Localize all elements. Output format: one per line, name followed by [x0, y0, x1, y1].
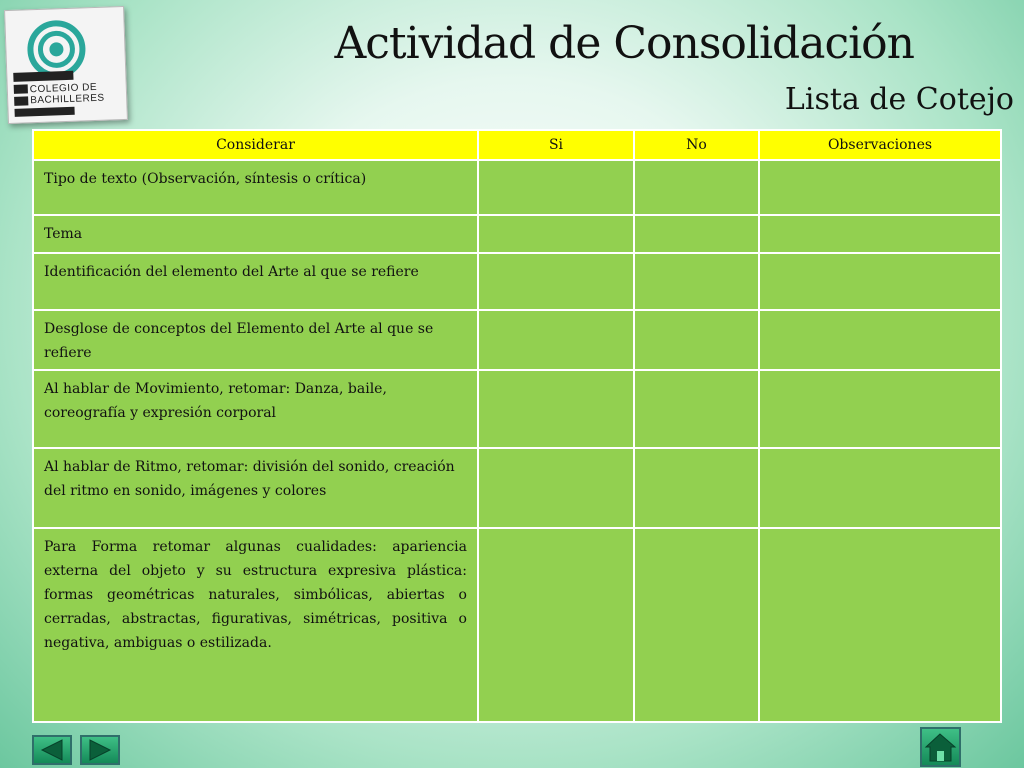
table-row	[33, 370, 1001, 448]
table-row	[33, 215, 1001, 253]
logo-text: COLEGIO DE BACHILLERES	[29, 81, 105, 107]
criterion-cell: Identificación del elemento del Arte al que se refiere	[33, 253, 478, 310]
si-cell[interactable]	[478, 160, 634, 215]
no-cell[interactable]	[634, 160, 759, 215]
page-subtitle: Lista de Cotejo	[784, 82, 1014, 117]
criterion-cell: Al hablar de Ritmo, retomar: división del sonido, creación del ritmo en sonido, imágenes y colores	[33, 448, 478, 528]
observaciones-cell[interactable]	[759, 160, 1001, 215]
table-header-row	[33, 130, 1001, 160]
observaciones-cell[interactable]	[759, 310, 1001, 370]
no-cell[interactable]	[634, 310, 759, 370]
header-no: No	[634, 130, 759, 160]
header-si: Si	[478, 130, 634, 160]
table-row	[33, 448, 1001, 528]
observaciones-cell[interactable]	[759, 370, 1001, 448]
triangle-right-icon	[82, 737, 118, 763]
logo-emblem-icon	[5, 7, 127, 123]
colegio-de-bachilleres-logo	[4, 6, 128, 124]
no-cell[interactable]	[634, 215, 759, 253]
no-cell[interactable]	[634, 448, 759, 528]
observaciones-cell[interactable]	[759, 253, 1001, 310]
si-cell[interactable]	[478, 448, 634, 528]
si-cell[interactable]	[478, 528, 634, 722]
si-cell[interactable]	[478, 253, 634, 310]
si-cell[interactable]	[478, 215, 634, 253]
table-row	[33, 160, 1001, 215]
next-slide-button[interactable]	[80, 735, 120, 765]
si-cell[interactable]	[478, 370, 634, 448]
si-cell[interactable]	[478, 310, 634, 370]
no-cell[interactable]	[634, 528, 759, 722]
criterion-cell: Desglose de conceptos del Elemento del Arte al que se refiere	[33, 310, 478, 370]
criterion-cell: Al hablar de Movimiento, retomar: Danza, baile, coreografía y expresión corporal	[33, 370, 478, 448]
header-considerar: Considerar	[33, 130, 478, 160]
previous-slide-button[interactable]	[32, 735, 72, 765]
criterion-cell: Tema	[33, 215, 478, 253]
observaciones-cell[interactable]	[759, 448, 1001, 528]
observaciones-cell[interactable]	[759, 528, 1001, 722]
no-cell[interactable]	[634, 253, 759, 310]
table-row	[33, 253, 1001, 310]
criterion-cell: Para Forma retomar algunas cualidades: apariencia externa del objeto y su estructura expresiva plástica: formas geométricas naturales, simbólicas, abiertas o cerradas, abstractas, figurativas, simétricas, positiva o negativa, ambiguas o estilizada.	[33, 528, 478, 722]
house-icon	[922, 729, 959, 765]
observaciones-cell[interactable]	[759, 215, 1001, 253]
header-observaciones: Observaciones	[759, 130, 1001, 160]
checklist-table	[32, 129, 1002, 723]
triangle-left-icon	[34, 737, 70, 763]
criterion-cell: Tipo de texto (Observación, síntesis o crítica)	[33, 160, 478, 215]
home-button[interactable]	[920, 727, 961, 767]
table-row	[33, 528, 1001, 722]
page-title: Actividad de Consolidación	[334, 18, 914, 69]
table-row	[33, 310, 1001, 370]
no-cell[interactable]	[634, 370, 759, 448]
